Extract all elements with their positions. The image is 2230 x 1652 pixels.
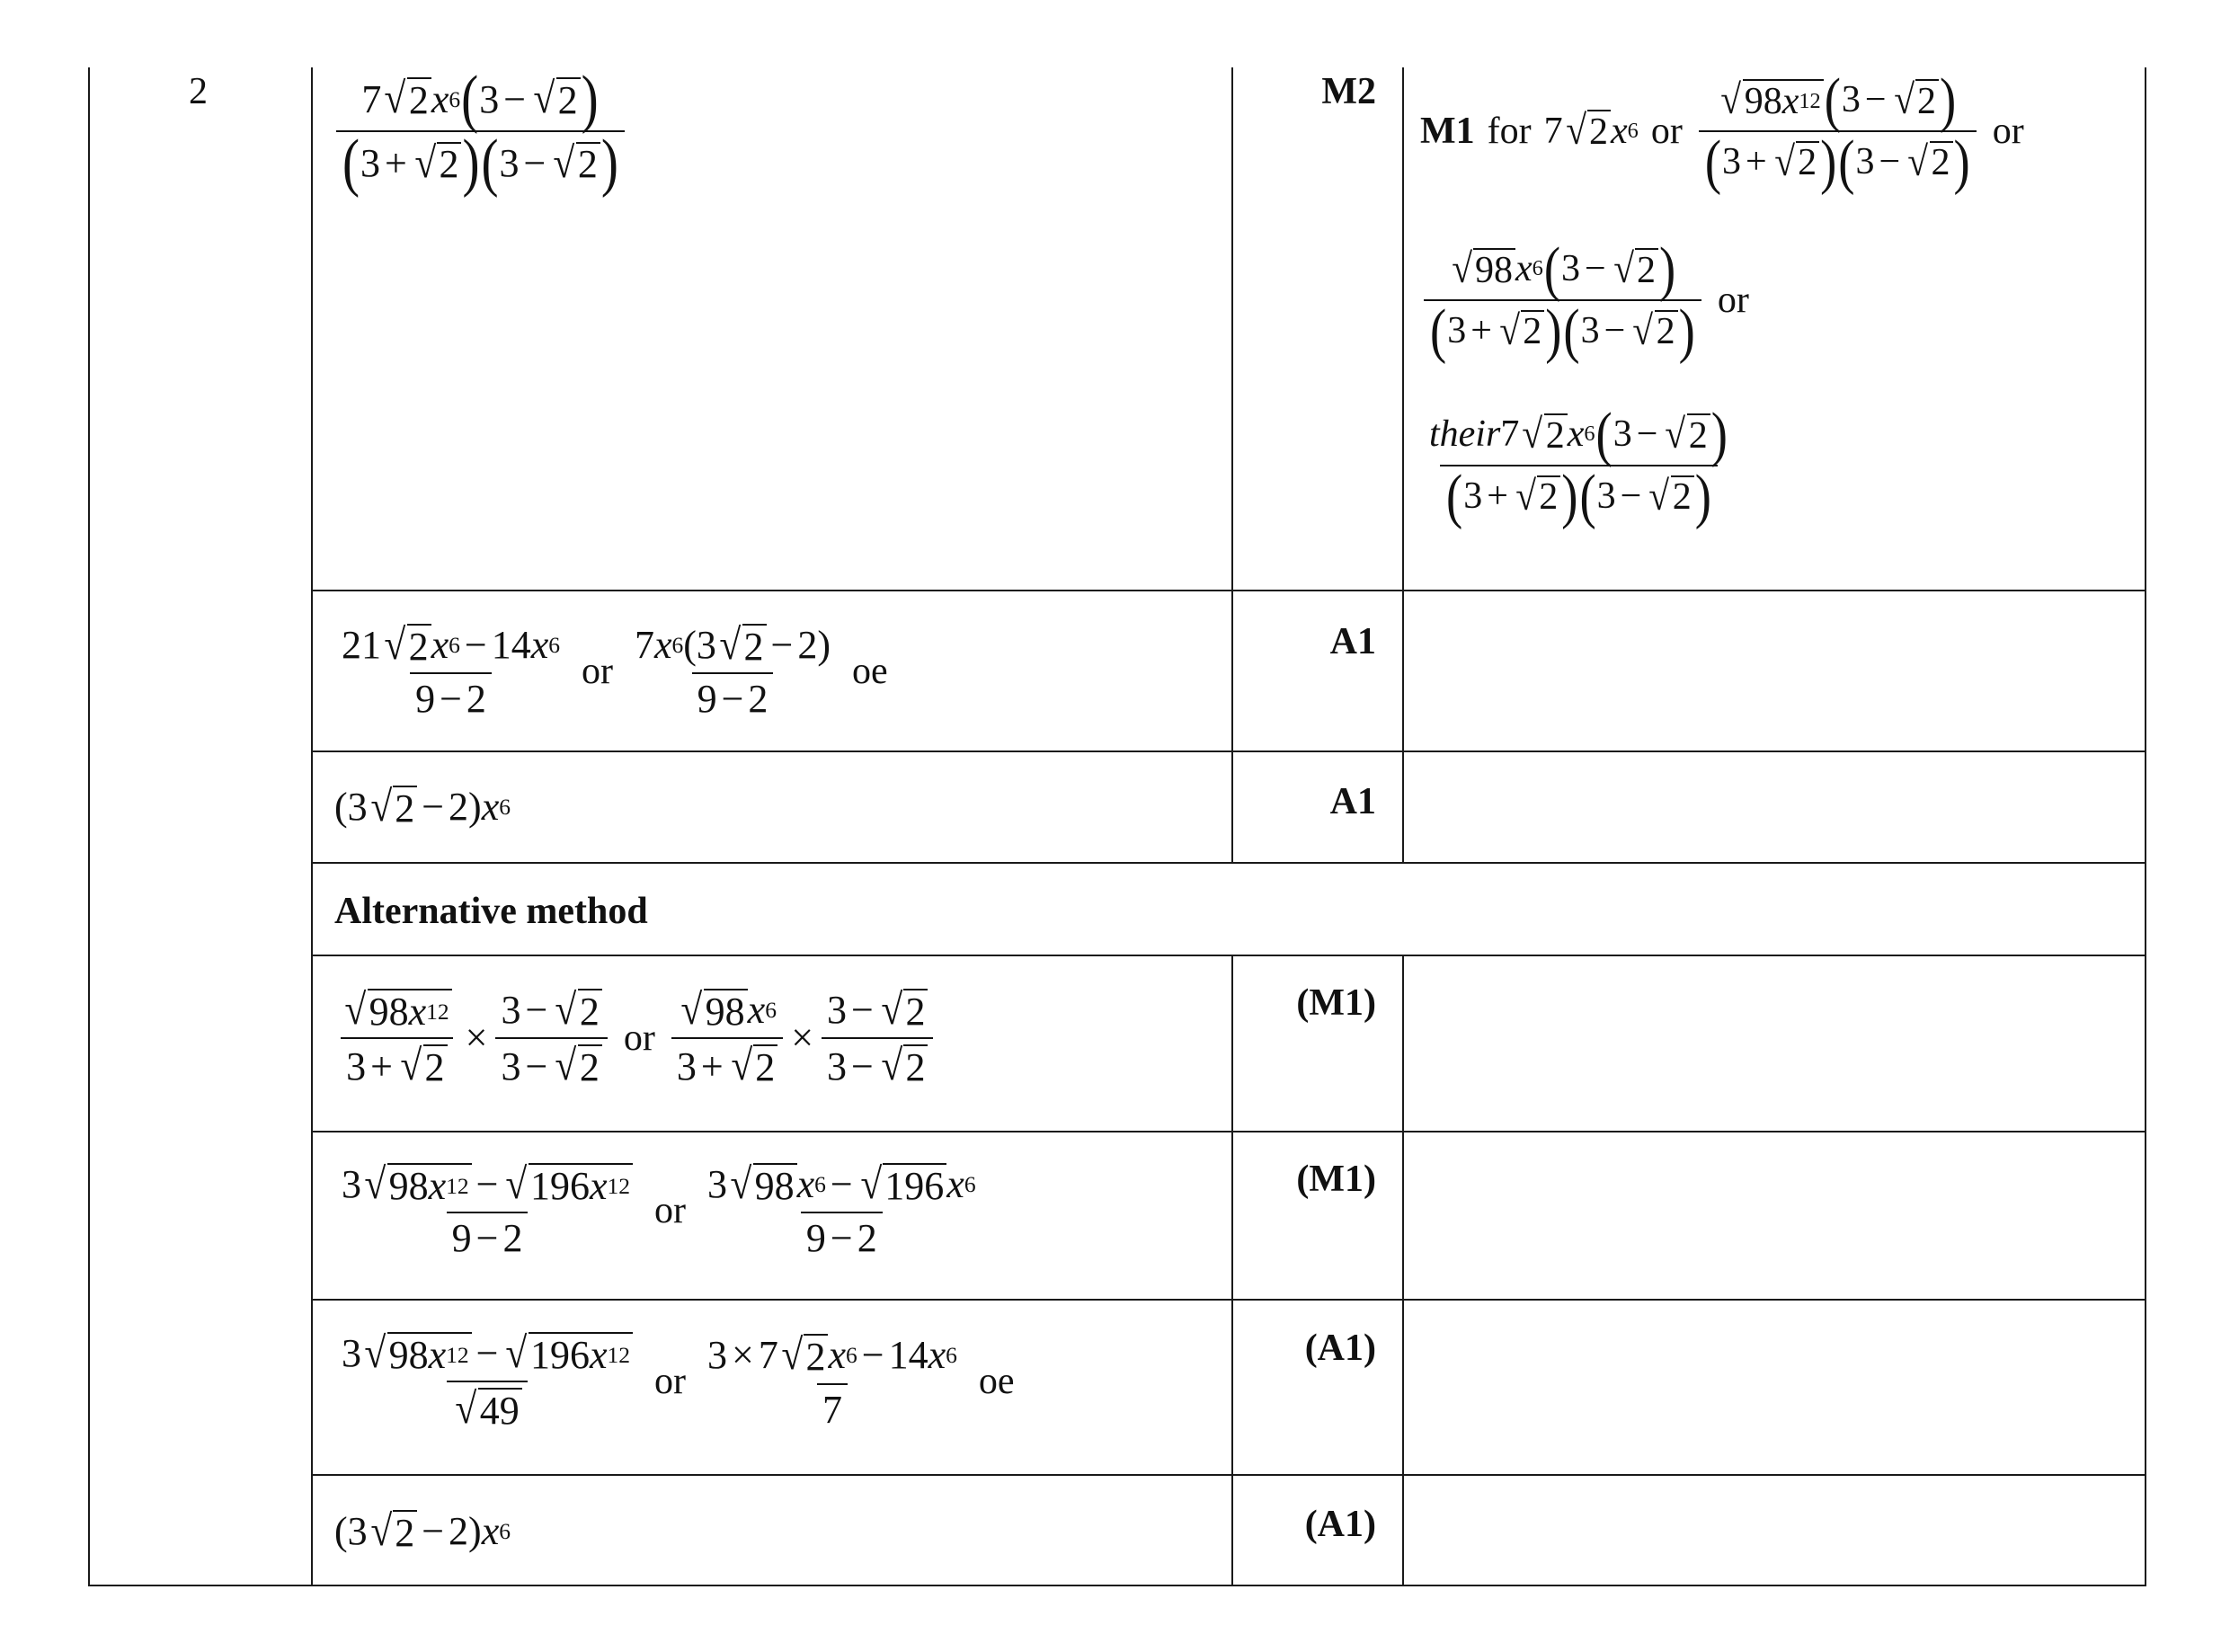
question-number: 2	[189, 71, 208, 112]
mark-alt-a1-1: (A1)	[1304, 1328, 1376, 1369]
table-border-left	[88, 67, 90, 1586]
comment-lead: M1	[1420, 110, 1475, 152]
column-divider-1	[311, 67, 313, 1586]
column-divider-2b	[1231, 955, 1233, 1586]
row-divider	[311, 590, 2146, 591]
table-border-right	[2145, 67, 2146, 1586]
comment-m2-line3: their 7 √ 2 x 6 ( 3 − √ 2 ) ( 3 + √ 2 ) ( 3 − √ 2 )	[1429, 399, 1728, 530]
row-divider	[311, 955, 2146, 956]
mark-alt-m1-1: (M1)	[1296, 982, 1376, 1024]
column-divider-3	[1402, 67, 1404, 863]
alternative-method-heading: Alternative method	[334, 891, 648, 932]
comment-m2-line2: √ 98 x 6 ( 3 − √ 2 ) ( 3 + √ 2 ) ( 3 − √ 2 ) or	[1420, 244, 1762, 355]
mark-a1-2: A1	[1329, 781, 1376, 822]
mark-a1-1: A1	[1329, 621, 1376, 662]
working-a1-1: 21 √ 2 x 6 − 14 x 6 9 − 2 or 7 x 6 (3 √ 2 − 2) 9 − 2 oe	[342, 621, 888, 722]
row-divider	[311, 1299, 2146, 1301]
column-divider-3b	[1402, 955, 1404, 1586]
working-m2: 7 √ 2 x 6 ( 3 − √ 2 ) ( 3 + √ 2 ) ( 3 − √ 2 )	[333, 74, 628, 189]
table-border-bottom	[88, 1585, 2146, 1586]
comment-m2-line1: M1 for 7 √ 2 x 6 or √ 98 x 12 ( 3 − √ 2 ) ( 3 + √ 2 ) ( 3 − √ 2 ) or	[1420, 65, 2024, 196]
row-divider	[311, 1474, 2146, 1476]
column-divider-2	[1231, 67, 1233, 863]
working-alt-m1-1: √ 98 x 12 3 + √ 2 × 3 − √ 2 3 − √ 2 or √ 98 x 6 3 + √ 2 × 3 − √ 2 3 − √ 2	[333, 989, 937, 1088]
working-alt-a1-1: 3 √ 98 x 12 − √ 196 x 12 √ 49 or 3 × 7 √ 2 x 6 − 14 x 6 7 oe	[342, 1329, 1015, 1434]
row-divider	[311, 862, 2146, 864]
working-alt-m1-2: 3 √ 98 x 12 − √ 196 x 12 9 − 2 or 3 √ 98 x 6 − √ 196 x 6 9 − 2	[342, 1160, 976, 1261]
working-alt-a1-2: (3 √ 2 − 2) x 6	[334, 1507, 511, 1555]
mark-m2: M2	[1321, 71, 1376, 112]
mark-alt-m1-2: (M1)	[1296, 1159, 1376, 1200]
row-divider	[311, 751, 2146, 752]
row-divider	[311, 1131, 2146, 1132]
working-a1-2: (3 √ 2 − 2) x 6	[334, 783, 511, 830]
mark-alt-a1-2: (A1)	[1304, 1504, 1376, 1545]
